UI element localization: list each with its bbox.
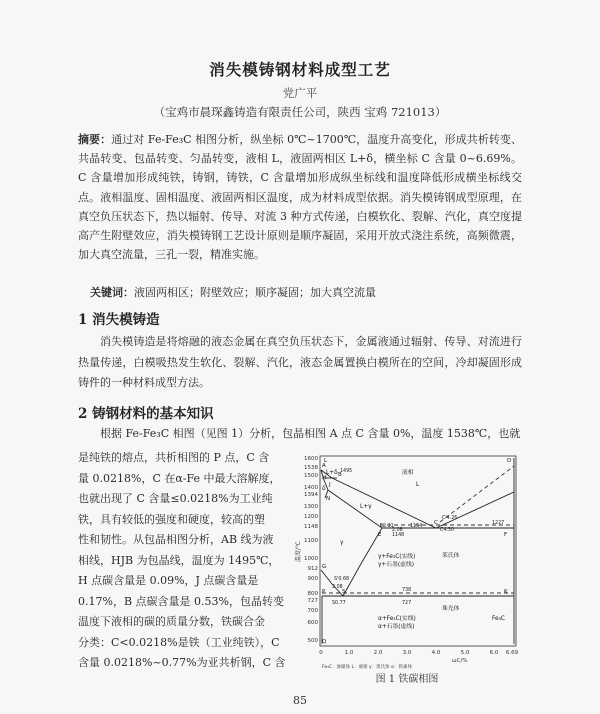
paper-title: 消失模铸钢材料成型工艺 — [209, 60, 391, 79]
point-label: B — [338, 472, 342, 478]
x-axis-label: ωC/% — [452, 658, 468, 664]
x-tick: 0 — [319, 650, 323, 656]
body-line: 量 0.0218%，C 在α-Fe 中最大溶解度， — [78, 471, 281, 485]
y-tick: 900 — [307, 576, 318, 582]
region-label: γ+石墨(虚线) — [378, 562, 414, 568]
region-label: γ+Fe₃C(实线) — [378, 554, 416, 560]
region-label: Fe₃C — [492, 616, 505, 622]
abstract — [78, 130, 522, 264]
point-label: H — [322, 475, 327, 481]
section-2-lead: 根据 Fe-Fe₃C 相图（见图 1）分析，包晶相图 A 点 C 含量 0%，温度 1538℃，也就 — [100, 427, 521, 440]
point-label: J — [329, 482, 331, 488]
region-label: δ — [322, 486, 326, 492]
region-label: L — [416, 482, 420, 488]
y-tick: 1600 — [304, 456, 318, 462]
body-line: 铁，具有较低的强度和硬度，较高的塑 — [78, 512, 265, 526]
value-label: 1227 — [492, 521, 505, 526]
y-tick: 700 — [307, 608, 318, 614]
region-label: α+Fe₃C(实线) — [378, 616, 416, 622]
point-label: D — [507, 458, 512, 464]
figure-caption: 图 1 铁碳相图 — [375, 674, 439, 685]
body-line: 相线，HJB 为包晶线，温度为 1495℃， — [78, 553, 280, 567]
point-label: K — [504, 589, 508, 595]
y-tick: 1100 — [304, 538, 318, 544]
x-tick: 1.0 — [344, 650, 354, 656]
affiliation: （宝鸡市晨琛鑫铸造有限责任公司，陕西 宝鸡 721013） — [153, 105, 447, 119]
page-number: 85 — [293, 694, 307, 707]
point-label: P — [322, 589, 326, 595]
section-1-heading: 1 消失模铸造 — [78, 312, 160, 328]
x-tick: 3.0 — [402, 650, 412, 656]
body-line: 是纯铁的熔点，共析相图的 P 点，C 含 — [78, 451, 270, 464]
y-tick: 1394 — [304, 492, 318, 498]
value-label: C4.30 — [440, 528, 455, 533]
y-tick: 1148 — [304, 524, 318, 530]
region-label: 液相 — [402, 470, 414, 476]
point-label: L — [324, 458, 328, 464]
value-label: S0.77 — [332, 601, 346, 606]
value-label: C'4.26 — [442, 516, 458, 521]
graphite-liquidus — [440, 466, 514, 522]
y-tick: 800 — [307, 591, 318, 597]
liquidus-line — [321, 470, 514, 528]
region-label: 珠光体 — [442, 606, 460, 612]
body-line: 分类：C<0.0218%是铁（工业纯铁），C — [78, 635, 280, 649]
point-label: S — [342, 589, 346, 595]
value-label: S'0.68 — [334, 577, 350, 582]
solidus-line — [328, 490, 382, 528]
x-tick: 2.0 — [373, 650, 383, 656]
region-label: L+δ — [326, 470, 338, 476]
y-tick: 912 — [307, 566, 318, 572]
body-line: 0.17%，B 点碳含量是 0.53%，包晶转变 — [78, 594, 284, 608]
y-tick: 1500 — [304, 473, 318, 479]
body-line: 也就出现了 C 含量≤0.0218%为工业纯 — [78, 492, 273, 505]
x-tick: 6.0 — [489, 650, 499, 656]
point-label: N — [326, 496, 331, 502]
value-label: 727 — [402, 601, 412, 606]
point-label: G — [322, 564, 327, 570]
point-label: A — [322, 463, 326, 469]
x-tick: 4.0 — [431, 650, 441, 656]
legend-note: Fe₃C：渗碳体 L：液相 γ：奥氏体 α：铁素体 — [322, 665, 412, 670]
y-tick: 1300 — [304, 504, 318, 510]
keywords-label: 关键词： — [90, 286, 134, 299]
region-label: γ — [340, 540, 344, 546]
value-label: 738 — [402, 588, 412, 593]
y-tick: 1000 — [304, 556, 318, 562]
section-1-body: 消失模铸造是将熔融的液态金属在真空负压状态下，金属液通过辐射、传导、对流进行热量传递，白模吸热发生软化、裂解、汽化，液态金属置换白模所在的空间，冷却凝固形成铸件的一种材料成型方法。 — [78, 335, 522, 389]
value-label: 1148 — [392, 533, 405, 538]
y-axis-label: 温度/℃ — [295, 541, 302, 562]
body-line: 温度下液相的碳的质量分数，铁碳合金 — [78, 615, 265, 628]
x-tick: 6.69 — [505, 650, 519, 656]
body-line: H 点碳含量是 0.09%，J 点碳含量是 — [78, 574, 259, 587]
section-2-heading: 2 铸钢材料的基本知识 — [78, 406, 214, 422]
value-label: 1495 — [340, 469, 353, 474]
x-tick: 5.0 — [460, 650, 470, 656]
abstract-text: 通过对 Fe-Fe₃C 相图分析，纵坐标 0℃~1700℃，温度升高变化，形成共析转变、共晶转变、包晶转变、匀晶转变，液相 L，液固两相区 L+δ，横坐标 C 含量 0~6.69%。C 含量增加形成纯铁，铸钢，铸铁，C 含量增加形成纵坐标线和温度降低形成横坐标线交点。液相温度、固相温度、液固两相区温度，成为材料成型依据。消失模铸钢成型原理，在真空负压状态下，热以辐射、传导、对流 3 种方式传递，白模软化、裂解、汽化，真空度提高产生附壁效应，消失模铸钢工艺设计原则是顺序凝固，采用开放式浇注系统，高频微震，加大真空流量，三孔一裂，精准实施。 — [78, 133, 523, 262]
y-tick: 1200 — [304, 514, 318, 520]
point-label: F — [504, 532, 508, 538]
y-tick: 1538 — [304, 465, 318, 471]
region-label: L+γ — [360, 504, 372, 510]
y-tick: 1400 — [304, 485, 318, 491]
region-label: 莱氏体 — [442, 553, 460, 559]
value-label: E2.11 — [380, 524, 394, 529]
point-label: E — [378, 532, 382, 538]
point-label: C — [434, 520, 438, 526]
body-line: 含量 0.0218%~0.77%为亚共析钢，C 含 — [78, 656, 286, 669]
body-line: 性和韧性。从包晶相图分析，AB 线为液 — [78, 533, 274, 546]
value-label: 2.08 — [332, 585, 343, 590]
y-tick: 600 — [307, 620, 318, 626]
section-2-body — [78, 448, 286, 674]
acm-line — [343, 528, 382, 596]
author: 党广平 — [282, 86, 318, 100]
keywords — [90, 284, 522, 300]
region-label: α+石墨(虚线) — [378, 624, 415, 630]
y-tick: 727 — [307, 598, 318, 604]
point-label: Q — [322, 639, 327, 645]
value-label: 2.08 — [392, 528, 403, 533]
keywords-text: 液固两相区；附壁效应；顺序凝固；加大真空流量 — [134, 286, 376, 299]
value-label: 1154 — [410, 524, 423, 529]
abstract-label: 摘要： — [78, 133, 112, 146]
iron-carbon-diagram — [292, 452, 522, 672]
y-tick: 500 — [307, 638, 318, 644]
